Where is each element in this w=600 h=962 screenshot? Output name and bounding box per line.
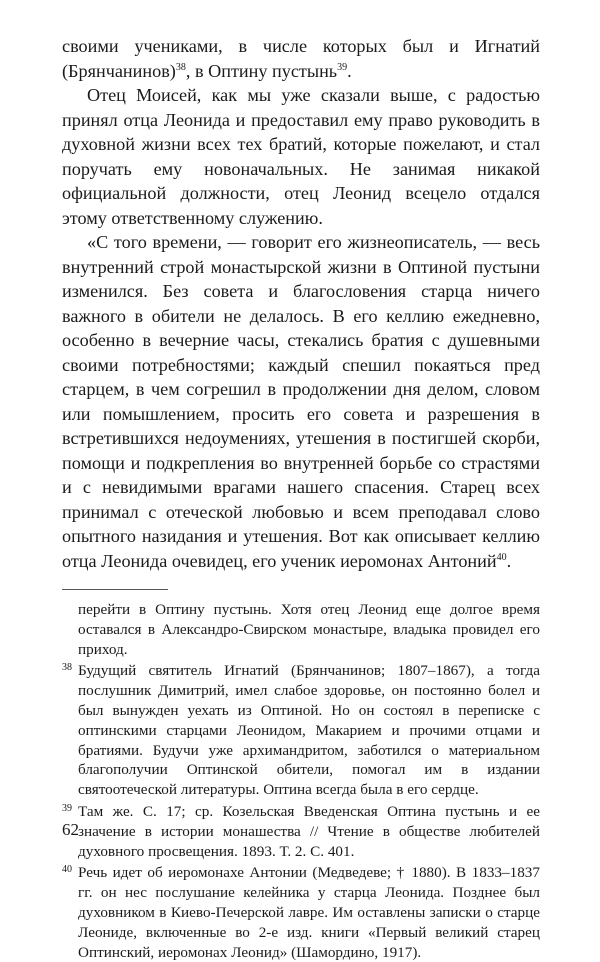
footnote-ref-39: 39 (337, 61, 348, 73)
footnote-40 (62, 863, 540, 962)
paragraph-1 (62, 34, 540, 83)
footnote-number: 39 (62, 802, 72, 814)
footnote-number: 40 (62, 864, 72, 876)
footnotes (62, 600, 540, 962)
footnote-divider (62, 589, 168, 590)
footnote-39 (62, 802, 540, 861)
paragraph-3 (62, 230, 540, 573)
paragraph-1-text-b: , в Оптину пустынь (185, 60, 338, 81)
footnote-38 (62, 661, 540, 800)
paragraph-3-text-a: «С того времени, — говорит его жизнеописатель, — весь внутренний строй монастырской жизни в Оптиной пустыни изменился. Без совета и благословения старца ничего важного в обители не делалось. В его келлию ежедневно, особенно в вечерние часы, стекались братия с душевными своими потребностями; каждый спешил покаяться пред старцем, в чем согрешил в продолжении дня делом, словом или помышлением, просить его совета и разрешения в встретившихся недоумениях, утешения в постигшей скорби, помощи и подкрепления во внутренней борьбе со страстями и с невидимыми врагами нашего спасения. Старец всех принимал с отеческой любовью и всем преподавал слово опытного назидания и утешения. Вот как описывает келлию отца Леонида очевидец, его ученик иеромонах Антоний (62, 232, 540, 571)
paragraph-1-text-a: своими учениками, в числе которых был и Игнатий (Брянчанинов) (62, 36, 540, 81)
footnote-text: Там же. С. 17; ср. Козельская Введенская Оптина пустынь и ее значение в истории монашества // Чтение в обществе любителей духовного просвещения. 1893. Т. 2. С. 401. (78, 802, 540, 860)
footnote-ref-38: 38 (175, 61, 186, 73)
footnote-text: Будущий святитель Игнатий (Брянчанинов; 1807–1867), а тогда послушник Димитрий, имел слабое здоровье, он постоянно болел и был вынужден уехать из Оптиной. Но он состоял в переписке с оптинскими старцами Леонидом, Макарием и прочими отцами и братиями. Будучи уже архимандритом, заботился о материальном благополучии Оптинской обители, помогал им в издании святоотеческой литературы. Оптина всегда была в его сердце. (78, 662, 540, 799)
footnote-ref-40: 40 (496, 551, 507, 563)
paragraph-2: Отец Моисей, как мы уже сказали выше, с радостью принял отца Леонида и предоставил ему право руководить в духовной жизни всех тех братий, которые пожелают, и стал поручать ему новоначальных. Не занимая никакой официальной должности, отец Леонид всецело отдался этому ответственному служению. (62, 85, 540, 228)
paragraph-1-text-c: . (347, 60, 352, 81)
footnote-text: Речь идет об иеромонахе Антонии (Медведеве; † 1880). В 1833–1837 гг. он нес послушание келейника у старца Леонида. Позднее был духовником в Киево-Печерской лавре. Им оставлены записки о старце Леониде, включенные во 2-е изд. книги «Первый великий старец Оптинский, иеромонах Леонид» (Шамордино, 1917). (78, 864, 540, 961)
main-text (62, 34, 540, 573)
page-content (62, 34, 540, 962)
paragraph-3-text-b: . (506, 550, 512, 571)
footnote-continued: перейти в Оптину пустынь. Хотя отец Леонид еще долгое время оставался в Александро-Свирском монастыре, владыка провидел его приход. (78, 601, 540, 658)
footnote-number: 38 (62, 662, 72, 674)
page-number: 62 (62, 820, 79, 839)
